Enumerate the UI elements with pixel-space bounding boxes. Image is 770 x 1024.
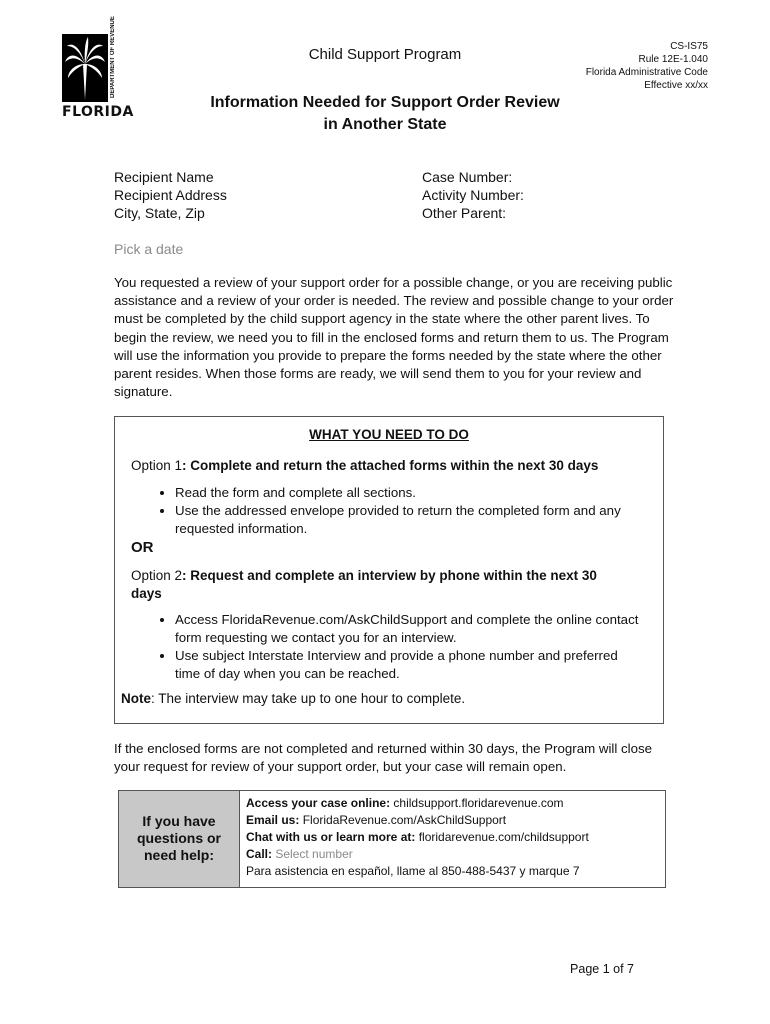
option-1-label: Option 1 (131, 458, 183, 473)
recipient-name-field[interactable]: Recipient Name (114, 169, 214, 185)
recipient-address-field[interactable]: Recipient Address (114, 187, 227, 203)
form-code-line: Effective xx/xx (644, 80, 708, 91)
page-number: Page 1 of 7 (570, 962, 634, 976)
activity-number-field[interactable]: Activity Number: (422, 187, 524, 203)
form-code-line: CS-IS75 (670, 41, 708, 52)
help-label-cell (119, 791, 240, 887)
note (121, 691, 465, 706)
florida-logo-word: FLORIDA (62, 104, 134, 120)
option-2-list (155, 611, 645, 683)
form-code-line: Rule 12E-1.040 (638, 54, 708, 65)
box-heading: WHAT YOU NEED TO DO (309, 427, 469, 442)
option-1-heading (131, 457, 651, 475)
intro-paragraph: You requested a review of your support order for a possible change, or you are receiving public assistance and a review of your order is needed. The review and possible change to your order must be completed by the child support agency in the state where the other parent lives. To begin the review, we need you to fill in the enclosed forms and return them to us. The Program will use the information you provide to prepare the forms needed by the state where the other parent resides. When those forms are ready, we will send them to you for your review and signature. (114, 275, 674, 400)
option-2-heading (131, 567, 631, 603)
what-you-need-to-do-box (114, 416, 664, 724)
title-line: Information Needed for Support Order Review (210, 94, 560, 111)
chat-link[interactable]: floridarevenue.com/childsupport (418, 830, 589, 844)
case-number-field[interactable]: Case Number: (422, 169, 513, 185)
or-separator: OR (131, 539, 154, 556)
online-label: Access your case online: (246, 796, 391, 810)
closing-paragraph: If the enclosed forms are not completed and returned within 30 days, the Program will close your request for review of your support order, but your case will remain open. (114, 741, 653, 774)
option-2-label: Option 2 (131, 568, 183, 583)
call-number-select[interactable]: Select number (275, 847, 353, 861)
email-link[interactable]: FloridaRevenue.com/AskChildSupport (302, 813, 507, 827)
note-label: Note (121, 691, 151, 706)
option-1-text: : Complete and return the attached forms within the next 30 days (182, 458, 599, 473)
help-contacts (246, 795, 589, 880)
list-item: • Read the form and complete all sections. (175, 484, 645, 502)
online-link[interactable]: childsupport.floridarevenue.com (393, 796, 564, 810)
help-table (118, 790, 666, 888)
list-item: • Access FloridaRevenue.com/AskChildSupport and complete the online contact form requesting we contact you for an interview. (175, 611, 645, 647)
option-1-list (155, 484, 645, 538)
email-label: Email us: (246, 813, 300, 827)
recipient-block (114, 168, 227, 222)
note-text: : The interview may take up to one hour to complete. (151, 691, 466, 706)
title-line: in Another State (323, 116, 447, 133)
spanish-assistance: Para asistencia en español, llame al 850-488-5437 y marque 7 (246, 864, 580, 878)
other-parent-field[interactable]: Other Parent: (422, 205, 507, 221)
department-of-revenue-text: DEPARTMENT OF REVENUE (110, 16, 116, 98)
program-name: Child Support Program (308, 46, 462, 63)
form-code-line: Florida Administrative Code (585, 67, 708, 78)
form-code-block (586, 40, 708, 92)
list-item: • Use subject Interstate Interview and provide a phone number and preferred time of day when you can be reached. (175, 647, 645, 683)
call-label: Call: (246, 847, 273, 861)
case-block (422, 168, 524, 222)
option-2-text: : Request and complete an interview by phone within the next 30 days (131, 568, 597, 601)
page-title (0, 92, 770, 136)
chat-label: Chat with us or learn more at: (246, 830, 416, 844)
list-item: • Use the addressed envelope provided to return the completed form and any requested information. (175, 502, 645, 538)
help-label: If you have questions or need help: (136, 813, 221, 863)
recipient-city-field[interactable]: City, State, Zip (114, 205, 205, 221)
date-picker[interactable]: Pick a date (114, 241, 184, 257)
